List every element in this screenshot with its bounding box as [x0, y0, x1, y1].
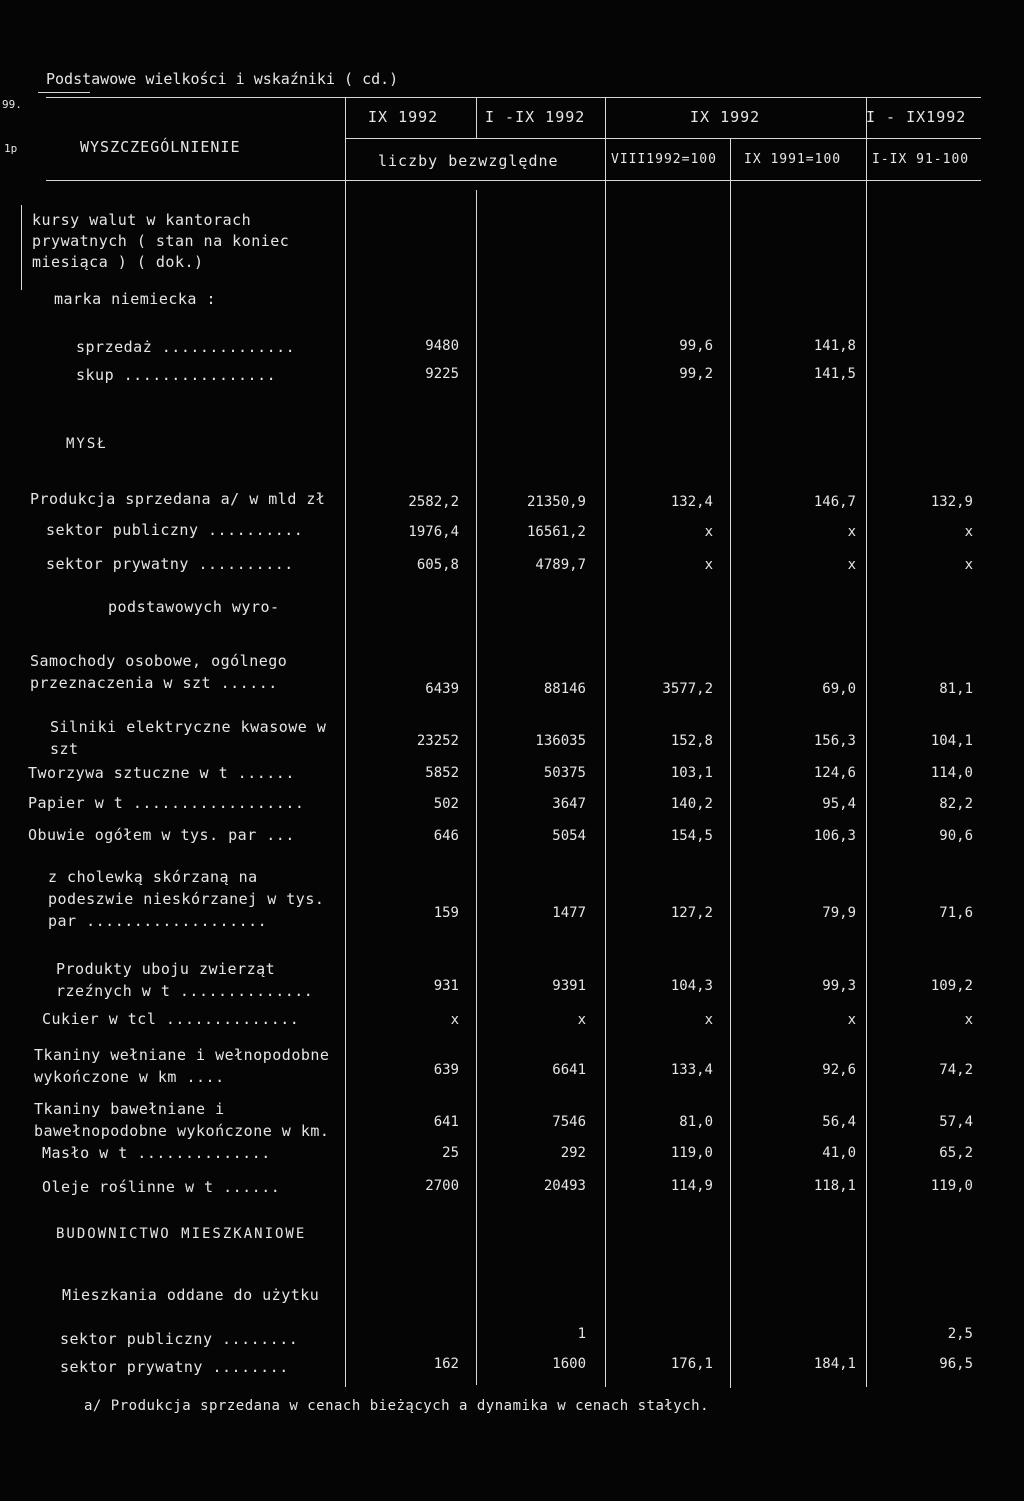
table-cell: x	[577, 1012, 586, 1028]
table-cell: 1477	[552, 905, 586, 921]
table-cell: 154,5	[670, 828, 713, 844]
table-cell: 3647	[552, 796, 586, 812]
row-label-header: WYSZCZEGÓLNIENIE	[80, 138, 241, 156]
table-cell: 96,5	[939, 1356, 973, 1372]
row-label: skup ................	[76, 366, 277, 384]
table-cell: 146,7	[813, 494, 856, 510]
table-cell: x	[964, 1012, 973, 1028]
table-cell: 141,8	[813, 338, 856, 354]
sub-header: VIII1992=100	[611, 152, 717, 167]
row-label: sektor prywatny ..........	[46, 555, 294, 573]
table-cell: 88146	[543, 681, 586, 697]
table-cell: 114,9	[670, 1178, 713, 1194]
table-cell: 1	[577, 1326, 586, 1342]
table-cell: 104,3	[670, 978, 713, 994]
title-underline	[38, 92, 90, 93]
col-group-header: I -IX 1992	[485, 108, 586, 126]
table-cell: x	[964, 557, 973, 573]
table-cell: 106,3	[813, 828, 856, 844]
row-label: sektor publiczny ..........	[46, 521, 304, 539]
table-cell: 136035	[535, 733, 586, 749]
table-cell: 639	[433, 1062, 459, 1078]
table-cell: 69,0	[822, 681, 856, 697]
footnote: a/ Produkcja sprzedana w cenach bieżących a dynamika w cenach stałych.	[84, 1398, 710, 1414]
table-cell: 9480	[425, 338, 459, 354]
col-group-header: I - IX1992	[866, 108, 967, 126]
table-cell: 114,0	[930, 765, 973, 781]
sub-header: liczby bezwzględne	[378, 152, 559, 170]
table-cell: x	[847, 524, 856, 540]
table-cell: 99,2	[679, 366, 713, 382]
table-cell: 646	[433, 828, 459, 844]
table-cell: 140,2	[670, 796, 713, 812]
header-bottom-rule	[46, 180, 981, 181]
column-divider	[476, 97, 477, 139]
table-cell: 132,4	[670, 494, 713, 510]
table-cell: 9391	[552, 978, 586, 994]
row-label: Produkcja sprzedana a/ w mld zł	[30, 490, 326, 508]
header-top-rule	[46, 97, 981, 98]
table-cell: x	[704, 557, 713, 573]
row-label: Papier w t ..................	[28, 794, 305, 812]
table-cell: 156,3	[813, 733, 856, 749]
table-cell: 103,1	[670, 765, 713, 781]
table-cell: 81,1	[939, 681, 973, 697]
row-label: Tworzywa sztuczne w t ......	[28, 764, 295, 782]
table-cell: 3577,2	[662, 681, 713, 697]
table-cell: x	[450, 1012, 459, 1028]
table-cell: 57,4	[939, 1114, 973, 1130]
table-cell: 119,0	[930, 1178, 973, 1194]
table-cell: x	[964, 524, 973, 540]
table-cell: 1976,4	[408, 524, 459, 540]
section-label: MYSŁ	[66, 436, 108, 452]
table-cell: 184,1	[813, 1356, 856, 1372]
table-cell: 71,6	[939, 905, 973, 921]
table-cell: 6439	[425, 681, 459, 697]
table-cell: 82,2	[939, 796, 973, 812]
table-cell: 605,8	[416, 557, 459, 573]
sub-header: I-IX 91-100	[872, 152, 970, 167]
section-label: podstawowych wyro-	[108, 598, 280, 616]
table-cell: 56,4	[822, 1114, 856, 1130]
table-cell: 2,5	[947, 1326, 973, 1342]
table-cell: 95,4	[822, 796, 856, 812]
table-cell: 90,6	[939, 828, 973, 844]
margin-divider	[21, 205, 22, 290]
row-label: Masło w t ..............	[42, 1144, 271, 1162]
table-cell: 109,2	[930, 978, 973, 994]
margin-mark: 1p	[4, 142, 18, 155]
table-cell: 99,3	[822, 978, 856, 994]
table-cell: 74,2	[939, 1062, 973, 1078]
table-cell: 5852	[425, 765, 459, 781]
row-label: Tkaniny wełniane i wełnopodobne wykończone w km ....	[34, 1046, 330, 1086]
table-cell: 23252	[416, 733, 459, 749]
table-cell: 641	[433, 1114, 459, 1130]
section-label: marka niemiecka :	[54, 290, 217, 308]
table-cell: 2700	[425, 1178, 459, 1194]
row-label: Cukier w tcl ..............	[42, 1010, 300, 1028]
table-cell: 141,5	[813, 366, 856, 382]
page-title: Podstawowe wielkości i wskaźniki ( cd.)	[46, 70, 399, 88]
table-cell: 99,6	[679, 338, 713, 354]
row-label: Obuwie ogółem w tys. par ...	[28, 826, 295, 844]
row-label: Produkty uboju zwierząt rzeźnych w t ..............	[56, 960, 314, 1000]
section-label: BUDOWNICTWO MIESZKANIOWE	[56, 1226, 307, 1242]
sub-header: IX 1991=100	[744, 152, 842, 167]
table-cell: 41,0	[822, 1145, 856, 1161]
table-cell: 152,8	[670, 733, 713, 749]
table-cell: 4789,7	[535, 557, 586, 573]
table-cell: 162	[433, 1356, 459, 1372]
margin-mark: 99.	[2, 98, 22, 111]
table-cell: x	[704, 1012, 713, 1028]
section-label: Mieszkania oddane do użytku	[62, 1286, 320, 1304]
table-cell: 21350,9	[526, 494, 586, 510]
table-cell: 502	[433, 796, 459, 812]
column-divider	[476, 190, 477, 1385]
table-cell: 65,2	[939, 1145, 973, 1161]
col-group-header: IX 1992	[368, 108, 439, 126]
table-cell: 124,6	[813, 765, 856, 781]
table-cell: 81,0	[679, 1114, 713, 1130]
table-cell: 104,1	[930, 733, 973, 749]
column-divider	[730, 138, 731, 1388]
col-group-header: IX 1992	[690, 108, 761, 126]
table-cell: 25	[442, 1145, 459, 1161]
table-cell: 6641	[552, 1062, 586, 1078]
table-cell: x	[847, 557, 856, 573]
table-cell: 159	[433, 905, 459, 921]
row-label: sektor prywatny ........	[60, 1358, 289, 1376]
table-cell: 133,4	[670, 1062, 713, 1078]
table-cell: 92,6	[822, 1062, 856, 1078]
table-cell: 127,2	[670, 905, 713, 921]
section-label: kursy walut w kantorach prywatnych ( stan na koniec miesiąca ) ( dok.)	[32, 211, 290, 271]
table-cell: 79,9	[822, 905, 856, 921]
table-cell: 119,0	[670, 1145, 713, 1161]
table-cell: x	[847, 1012, 856, 1028]
table-cell: 16561,2	[526, 524, 586, 540]
table-cell: 20493	[543, 1178, 586, 1194]
table-cell: 176,1	[670, 1356, 713, 1372]
table-cell: 931	[433, 978, 459, 994]
table-cell: 5054	[552, 828, 586, 844]
table-cell: 2582,2	[408, 494, 459, 510]
table-cell: 50375	[543, 765, 586, 781]
row-label: sprzedaż ..............	[76, 338, 296, 356]
table-cell: 1600	[552, 1356, 586, 1372]
table-cell: 9225	[425, 366, 459, 382]
table-cell: 118,1	[813, 1178, 856, 1194]
table-cell: 132,9	[930, 494, 973, 510]
table-cell: 292	[560, 1145, 586, 1161]
table-cell: 7546	[552, 1114, 586, 1130]
row-label: Silniki elektryczne kwasowe w szt	[50, 718, 327, 758]
row-label: sektor publiczny ........	[60, 1330, 299, 1348]
table-cell: x	[704, 524, 713, 540]
row-label: z cholewką skórzaną na podeszwie nieskórzanej w tys. par ...................	[48, 868, 325, 930]
row-label: Samochody osobowe, ogólnego przeznaczenia w szt ......	[30, 652, 288, 692]
row-label: Tkaniny bawełniane i bawełnopodobne wykończone w km.	[34, 1100, 330, 1140]
header-mid-rule	[345, 138, 981, 139]
row-label: Oleje roślinne w t ......	[42, 1178, 281, 1196]
